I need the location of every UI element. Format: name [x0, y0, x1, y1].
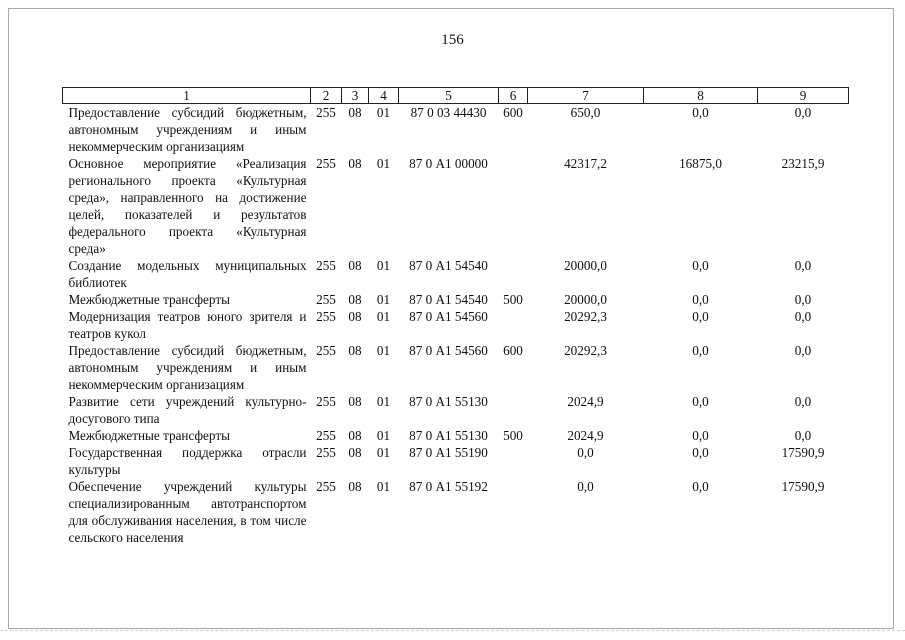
cell-amount-7: 0,0 — [577, 479, 594, 494]
row-description: Обеспечение учреждений культуры специализированным автотранспортом для обслуживания населения, в том числе сельского населения — [68, 479, 307, 545]
cell-code-5: 87 0 03 44430 — [410, 105, 487, 120]
page-number: 156 — [441, 32, 464, 48]
cell-amount-7: 2024,9 — [567, 428, 604, 443]
budget-table — [62, 87, 849, 546]
cell-amount-8: 16875,0 — [679, 156, 722, 171]
cell-amount-9: 0,0 — [794, 394, 812, 409]
cell-amount-8: 0,0 — [692, 428, 709, 443]
cell-code-2: 255 — [316, 258, 336, 273]
row-description: Модернизация театров юного зрителя и театров кукол — [68, 309, 307, 341]
table-row — [63, 104, 849, 156]
cell-code-3: 08 — [348, 156, 362, 171]
cell-code-2: 255 — [316, 394, 336, 409]
cell-amount-7: 20292,3 — [564, 309, 607, 324]
cell-amount-9: 17590,9 — [781, 445, 825, 460]
cell-code-5: 87 0 А1 54560 — [409, 309, 488, 324]
cell-code-2: 255 — [316, 309, 336, 324]
cell-amount-7: 20000,0 — [564, 292, 607, 307]
cell-code-4: 01 — [376, 156, 391, 171]
cell-code-2: 255 — [316, 105, 336, 120]
cell-code-6 — [499, 308, 528, 342]
cell-amount-8: 0,0 — [692, 479, 709, 494]
cell-code-3: 08 — [348, 394, 362, 409]
header-row — [63, 88, 849, 104]
cell-code-5: 87 0 А1 54540 — [409, 292, 488, 307]
cell-code-3: 08 — [348, 428, 362, 443]
cell-code-4: 01 — [376, 394, 391, 409]
cell-amount-7: 42317,2 — [564, 156, 607, 171]
cell-code-6: 600 — [503, 343, 523, 358]
cell-amount-8: 0,0 — [692, 292, 709, 307]
cell-code-3: 08 — [348, 292, 362, 307]
cell-amount-8: 0,0 — [692, 105, 709, 120]
cell-code-4: 01 — [376, 479, 391, 494]
table-row — [63, 291, 849, 308]
cell-code-5: 87 0 А1 55130 — [409, 394, 488, 409]
cell-code-2: 255 — [316, 428, 336, 443]
cell-amount-9: 17590,9 — [781, 479, 825, 494]
cell-code-6 — [499, 257, 528, 291]
cell-code-4: 01 — [376, 105, 391, 120]
row-description: Межбюджетные трансферты — [68, 428, 230, 443]
cell-code-2: 255 — [316, 343, 336, 358]
cell-amount-8: 0,0 — [692, 258, 709, 273]
cell-code-6: 500 — [503, 292, 523, 307]
table-row — [63, 444, 849, 478]
cell-code-3: 08 — [348, 343, 362, 358]
table-row — [63, 342, 849, 393]
cell-code-6 — [499, 478, 528, 546]
cell-code-4: 01 — [376, 292, 391, 307]
cell-code-6 — [499, 393, 528, 427]
cell-code-2: 255 — [316, 479, 336, 494]
row-description: Государственная поддержка отрасли культуры — [68, 445, 307, 477]
cell-code-4: 01 — [376, 309, 391, 324]
col-header-9: 9 — [758, 88, 849, 104]
cell-amount-7: 650,0 — [570, 105, 601, 120]
cell-code-3: 08 — [348, 445, 362, 460]
table-row — [63, 257, 849, 291]
cell-code-5: 87 0 А1 55190 — [409, 445, 488, 460]
cell-code-5: 87 0 А1 55130 — [409, 428, 488, 443]
row-description: Межбюджетные трансферты — [68, 292, 230, 307]
table-row — [63, 393, 849, 427]
cell-amount-7: 20292,3 — [564, 343, 607, 358]
cell-code-6: 600 — [503, 105, 523, 120]
cell-amount-9: 23215,9 — [781, 156, 825, 171]
cell-amount-8: 0,0 — [692, 343, 709, 358]
cell-code-6: 500 — [503, 428, 523, 443]
bottom-scan-edge — [0, 630, 905, 631]
col-header-7: 7 — [528, 88, 644, 104]
col-header-2: 2 — [311, 88, 342, 104]
cell-code-4: 01 — [376, 428, 391, 443]
col-header-4: 4 — [369, 88, 399, 104]
cell-code-3: 08 — [348, 309, 362, 324]
row-description: Создание модельных муниципальных библиотек — [68, 258, 307, 290]
cell-code-6 — [499, 155, 528, 257]
cell-amount-8: 0,0 — [692, 309, 709, 324]
table-row — [63, 427, 849, 444]
cell-amount-8: 0,0 — [692, 394, 709, 409]
cell-amount-9: 0,0 — [794, 428, 812, 443]
col-header-8: 8 — [644, 88, 758, 104]
cell-code-4: 01 — [376, 258, 391, 273]
cell-code-6 — [499, 444, 528, 478]
table-row — [63, 478, 849, 546]
cell-amount-9: 0,0 — [794, 309, 812, 324]
table-row — [63, 308, 849, 342]
cell-amount-9: 0,0 — [794, 292, 812, 307]
col-header-6: 6 — [499, 88, 528, 104]
cell-amount-7: 2024,9 — [567, 394, 604, 409]
cell-code-3: 08 — [348, 479, 362, 494]
cell-code-4: 01 — [376, 343, 391, 358]
cell-code-5: 87 0 А1 54540 — [409, 258, 488, 273]
col-header-3: 3 — [342, 88, 369, 104]
cell-amount-9: 0,0 — [794, 258, 812, 273]
cell-code-4: 01 — [376, 445, 391, 460]
cell-code-3: 08 — [348, 258, 362, 273]
table-row — [63, 155, 849, 257]
row-description: Предоставление субсидий бюджетным, автономным учреждениям и иным некоммерческим организациям — [68, 343, 307, 392]
cell-amount-7: 0,0 — [577, 445, 594, 460]
cell-code-2: 255 — [316, 156, 336, 171]
cell-code-5: 87 0 А1 55192 — [409, 479, 488, 494]
cell-code-2: 255 — [316, 292, 336, 307]
cell-amount-7: 20000,0 — [564, 258, 607, 273]
cell-code-5: 87 0 А1 54560 — [409, 343, 488, 358]
row-description: Предоставление субсидий бюджетным, автономным учреждениям и иным некоммерческим организациям — [68, 105, 307, 154]
col-header-5: 5 — [399, 88, 499, 104]
cell-code-5: 87 0 А1 00000 — [409, 156, 488, 171]
cell-code-3: 08 — [348, 105, 362, 120]
cell-amount-9: 0,0 — [794, 105, 812, 120]
row-description: Основное мероприятие «Реализация регионального проекта «Культурная среда», направленного на достижение целей, показателей и результатов федерального проекта «Культурная среда» — [68, 156, 307, 256]
col-header-1: 1 — [63, 88, 311, 104]
cell-amount-9: 0,0 — [794, 343, 812, 358]
row-description: Развитие сети учреждений культурно-досугового типа — [68, 394, 307, 426]
cell-amount-8: 0,0 — [692, 445, 709, 460]
cell-code-2: 255 — [316, 445, 336, 460]
